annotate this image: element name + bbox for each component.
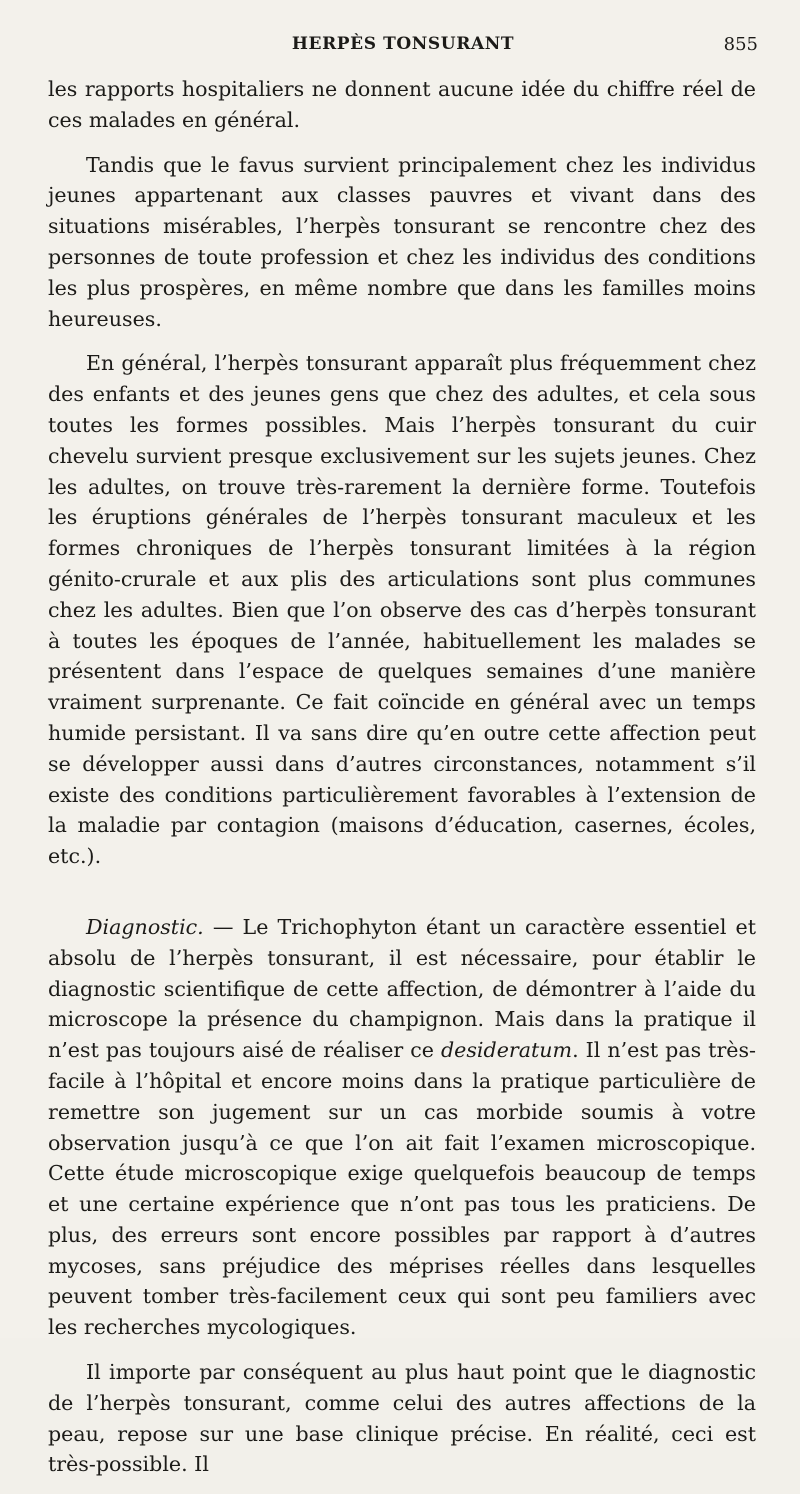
paragraph-favus-comparison: Tandis que le favus survient principalement chez les individus jeunes appartenant aux classes pauvres et vivant dans des situations misérables, l’herpès tonsurant se rencontre chez des personnes de toute profession et chez les individus des conditions les plus prospères, en même nombre que dans les familles moins heureuses. [48,152,756,331]
desideratum-term: desideratum [440,1038,573,1063]
page-header [48,34,758,60]
diagnostic-heading: Diagnostic. [86,914,204,939]
diagnostic-text-continued: . Il n’est pas très-facile à l’hôpital et encore moins dans la pratique particulière de remettre son jugement sur un cas morbide soumis à votre observation jusqu’à ce que l’on ait fait l’examen microscopique. Cette étude microscopique exige quelquefois beaucoup de temps et une certaine expérience que n’ont pas tous les praticiens. De plus, des erreurs sont encore possibles par rapport à d’autres mycoses, sans préjudice des méprises réelles dans lesquelles peuvent tomber très-facilement ceux qui sont peu familiers avec les recherches mycologiques. [48,1038,757,1340]
running-title: HERPÈS TONSURANT [291,34,515,54]
paragraph-diagnostic [48,912,756,1343]
diagnostic-text: — Le Trichophyton étant un caractère essentiel et absolu de l’herpès tonsurant, il est nécessaire, pour établir le diagnostic scientifique de cette affection, de démontrer à l’aide du microscope la présence du champignon. Mais dans la pratique il n’est pas toujours aisé de réaliser ce [48,914,756,1063]
paragraph-clinical-basis: Il importe par conséquent au plus haut point que le diagnostic de l’herpès tonsurant, comme celui des autres affections de la peau, repose sur une base clinique précise. En réalité, ceci est très-possible. Il [48,1360,756,1477]
page-number: 855 [723,34,758,55]
paragraph-continuation: les rapports hospitaliers ne donnent aucune idée du chiffre réel de ces malades en général. [48,77,756,132]
paragraph-age-occurrence: En général, l’herpès tonsurant apparaît plus fréquemment chez des enfants et des jeunes gens que chez des adultes, et cela sous toutes les formes possibles. Mais l’herpès tonsurant du cuir chevelu survient presque exclusivement sur les sujets jeunes. Chez les adultes, on trouve très-rarement la dernière forme. Toutefois les éruptions générales de l’herpès tonsurant maculeux et les formes chroniques de l’herpès tonsurant limitées à la région génito-crurale et aux plis des articulations sont plus communes chez les adultes. Bien que l’on observe des cas d’herpès tonsurant à toutes les époques de l’année, habituellement les malades se présentent dans l’espace de quelques semaines d’une manière vraiment surprenante. Ce fait coïncide en général avec un temps humide persistant. Il va sans dire qu’en outre cette affection peut se développer aussi dans d’autres circonstances, notamment s’il existe des conditions particulièrement favorables à l’extension de la maladie par contagion (maisons d’éducation, casernes, écoles, etc.). [48,351,756,869]
body-text [48,74,756,1494]
